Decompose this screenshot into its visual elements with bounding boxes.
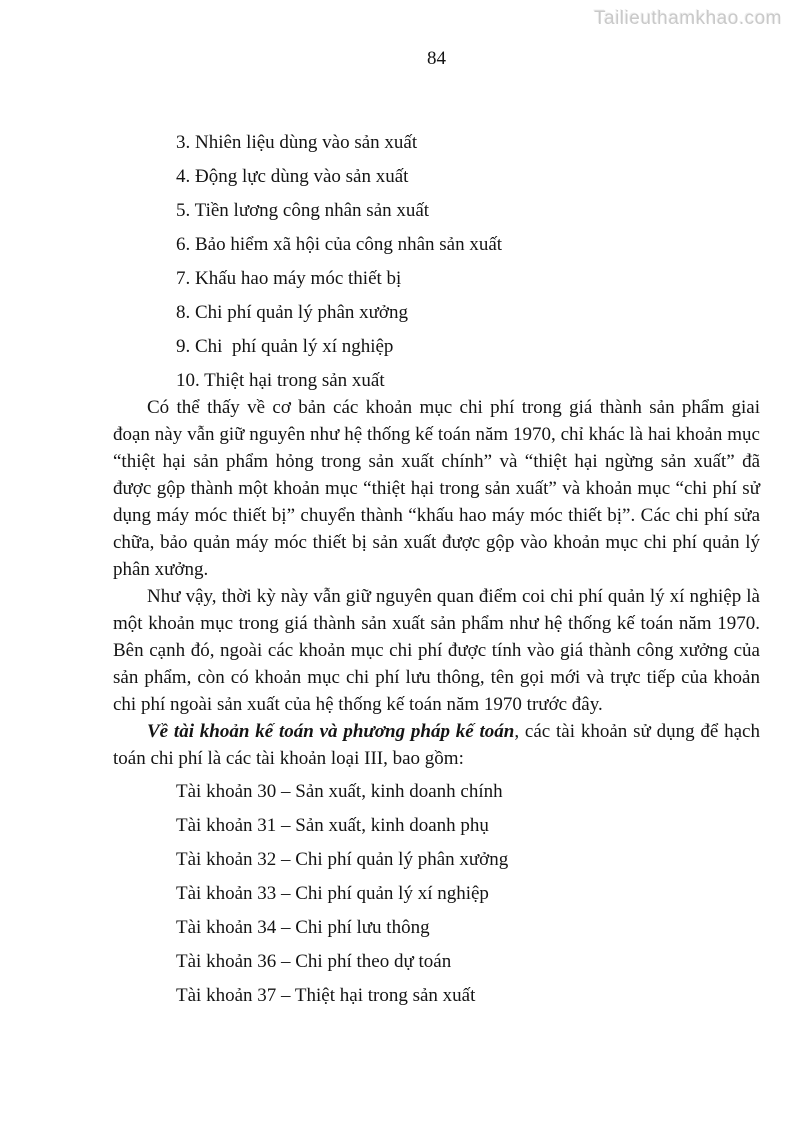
document-page [113,0,760,1009]
account-item: Tài khoản 32 – Chi phí quản lý phân xưởng [176,849,509,870]
page-number: 84 [427,48,446,69]
paragraph-3-lead: Về tài khoản kế toán và phương pháp kế toán [147,721,515,742]
paragraph-3 [113,718,760,772]
paragraph-1: Có thể thấy về cơ bản các khoản mục chi phí trong giá thành sản phẩm giai đoạn này vẫn giữ nguyên như hệ thống kế toán năm 1970, chỉ khác là hai khoản mục “thiệt hại sản phẩm hỏng trong sản xuất chính” và “thiệt hại ngừng sản xuất” đã được gộp thành một khoản mục “thiệt hại trong sản xuất” và khoản mục “chi phí sử dụng máy móc thiết bị” chuyển thành “khấu hao máy móc thiết bị”. Các chi phí sửa chữa, bảo quản máy móc thiết bị sản xuất được gộp vào khoản mục chi phí quản lý phân xưởng. [113,397,760,580]
list-item: 9. Chi phí quản lý xí nghiệp [176,336,394,357]
list-item: 8. Chi phí quản lý phân xưởng [176,302,408,323]
paragraph-3-rest: , các tài khoản sử dụng để hạch toán chi phí là các tài khoản loại III, bao gồm: [113,721,760,769]
list-item: 3. Nhiên liệu dùng vào sản xuất [176,132,418,153]
list-item: 7. Khấu hao máy móc thiết bị [176,268,402,289]
watermark: Tailieuthamkhao.com [594,8,782,29]
list-item: 5. Tiền lương công nhân sản xuất [176,200,430,221]
account-item: Tài khoản 30 – Sản xuất, kinh doanh chính [176,781,503,802]
list-item: 6. Bảo hiểm xã hội của công nhân sản xuất [176,234,503,255]
list-item: 4. Động lực dùng vào sản xuất [176,166,409,187]
paragraph-2: Như vậy, thời kỳ này vẫn giữ nguyên quan điểm coi chi phí quản lý xí nghiệp là một khoản mục trong giá thành sản xuất sản phẩm như hệ thống kế toán năm 1970. Bên cạnh đó, ngoài các khoản mục chi phí được tính vào giá thành công xưởng của sản phẩm, còn có khoản mục chi phí lưu thông, tên gọi mới và trực tiếp của khoản chi phí ngoài sản xuất của hệ thống kế toán năm 1970 trước đây. [113,586,760,715]
account-item: Tài khoản 37 – Thiệt hại trong sản xuất [176,985,476,1006]
cost-items-list [113,129,760,394]
account-item: Tài khoản 33 – Chi phí quản lý xí nghiệp [176,883,489,904]
accounts-list [113,778,760,1009]
account-item: Tài khoản 36 – Chi phí theo dự toán [176,951,452,972]
list-item: 10. Thiệt hại trong sản xuất [176,370,385,391]
account-item: Tài khoản 34 – Chi phí lưu thông [176,917,430,938]
account-item: Tài khoản 31 – Sản xuất, kinh doanh phụ [176,815,489,836]
